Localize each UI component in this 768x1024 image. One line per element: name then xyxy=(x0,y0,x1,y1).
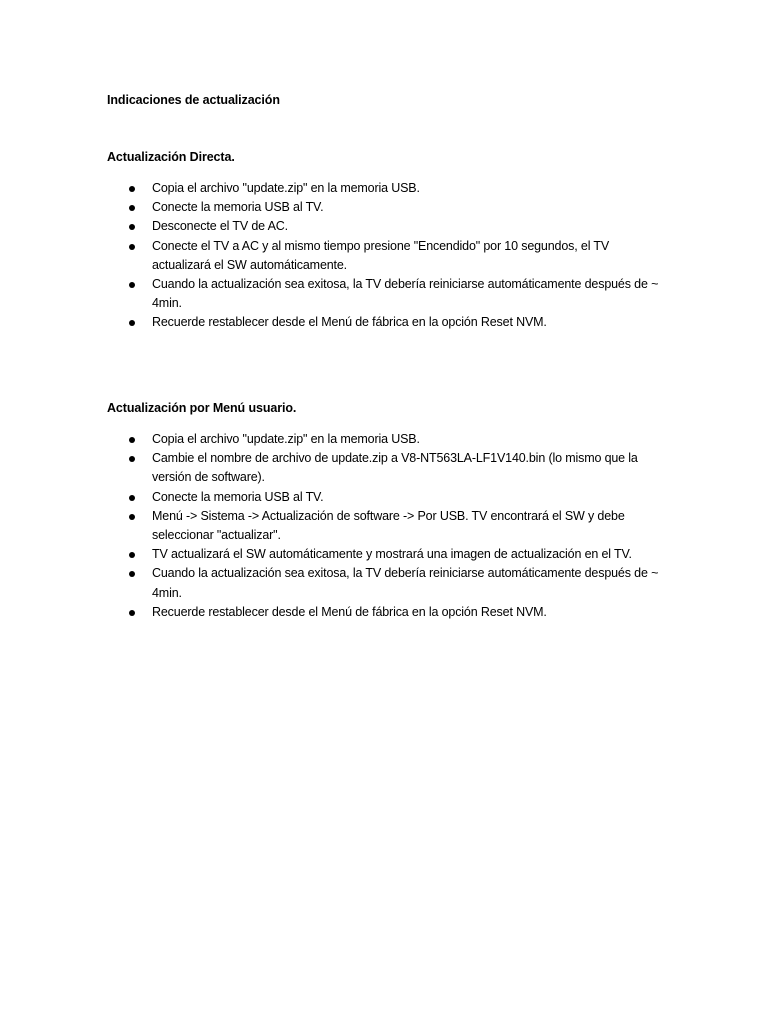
list-item-text: Conecte la memoria USB al TV. xyxy=(152,489,324,504)
list-item xyxy=(0,507,664,545)
list-item-text: Cuando la actualización sea exitosa, la TV debería reiniciarse automáticamente después de ~ 4min. xyxy=(152,277,659,311)
list-item-text: Desconecte el TV de AC. xyxy=(152,219,288,234)
list-item xyxy=(0,488,664,507)
list-item xyxy=(0,603,664,622)
list-item xyxy=(0,179,664,198)
section-heading-directa: Actualización Directa. xyxy=(107,150,235,164)
document-title: Indicaciones de actualización xyxy=(107,93,280,107)
bullet-icon xyxy=(129,282,135,288)
bullet-icon xyxy=(129,552,135,558)
list-item-text: Conecte la memoria USB al TV. xyxy=(152,200,324,215)
list-item-text: Cuando la actualización sea exitosa, la TV debería reiniciarse automáticamente después de ~ 4min. xyxy=(152,566,659,600)
list-item-text: Conecte el TV a AC y al mismo tiempo presione "Encendido" por 10 segundos, el TV actualizará el SW automáticamente. xyxy=(152,238,610,272)
bullet-icon xyxy=(129,495,135,501)
bullet-icon xyxy=(129,610,135,616)
section-heading-menu-usuario: Actualización por Menú usuario. xyxy=(107,401,297,415)
list-item xyxy=(0,198,664,217)
bullet-icon xyxy=(129,437,135,443)
list-item xyxy=(0,564,664,602)
list-item xyxy=(0,275,664,313)
list-item-text: TV actualizará el SW automáticamente y mostrará una imagen de actualización en el TV. xyxy=(152,547,632,562)
list-item-text: Copia el archivo "update.zip" en la memoria USB. xyxy=(152,432,420,446)
bullet-icon xyxy=(129,244,135,250)
bullet-icon xyxy=(129,456,135,462)
bullet-list-menu-usuario xyxy=(0,430,768,622)
list-item-text: Copia el archivo "update.zip" en la memoria USB. xyxy=(152,181,420,195)
list-item xyxy=(0,449,664,487)
list-item-text: Menú -> Sistema -> Actualización de software -> Por USB. TV encontrará el SW y debe seleccionar "actualizar". xyxy=(152,508,625,543)
bullet-icon xyxy=(129,224,135,230)
bullet-list-directa xyxy=(0,179,768,333)
list-item xyxy=(0,313,664,332)
bullet-icon xyxy=(129,186,135,192)
list-item xyxy=(0,237,664,275)
list-item xyxy=(0,217,664,236)
list-item-text: Recuerde restablecer desde el Menú de fábrica en la opción Reset NVM. xyxy=(152,604,547,619)
list-item xyxy=(0,430,664,449)
bullet-icon xyxy=(129,205,135,211)
list-item-text: Recuerde restablecer desde el Menú de fábrica en la opción Reset NVM. xyxy=(152,315,547,330)
list-item-text: Cambie el nombre de archivo de update.zip a V8-NT563LA-LF1V140.bin (lo mismo que la versión de software). xyxy=(152,451,638,485)
list-item xyxy=(0,545,664,564)
bullet-icon xyxy=(129,571,135,577)
bullet-icon xyxy=(129,320,135,326)
bullet-icon xyxy=(129,514,135,520)
